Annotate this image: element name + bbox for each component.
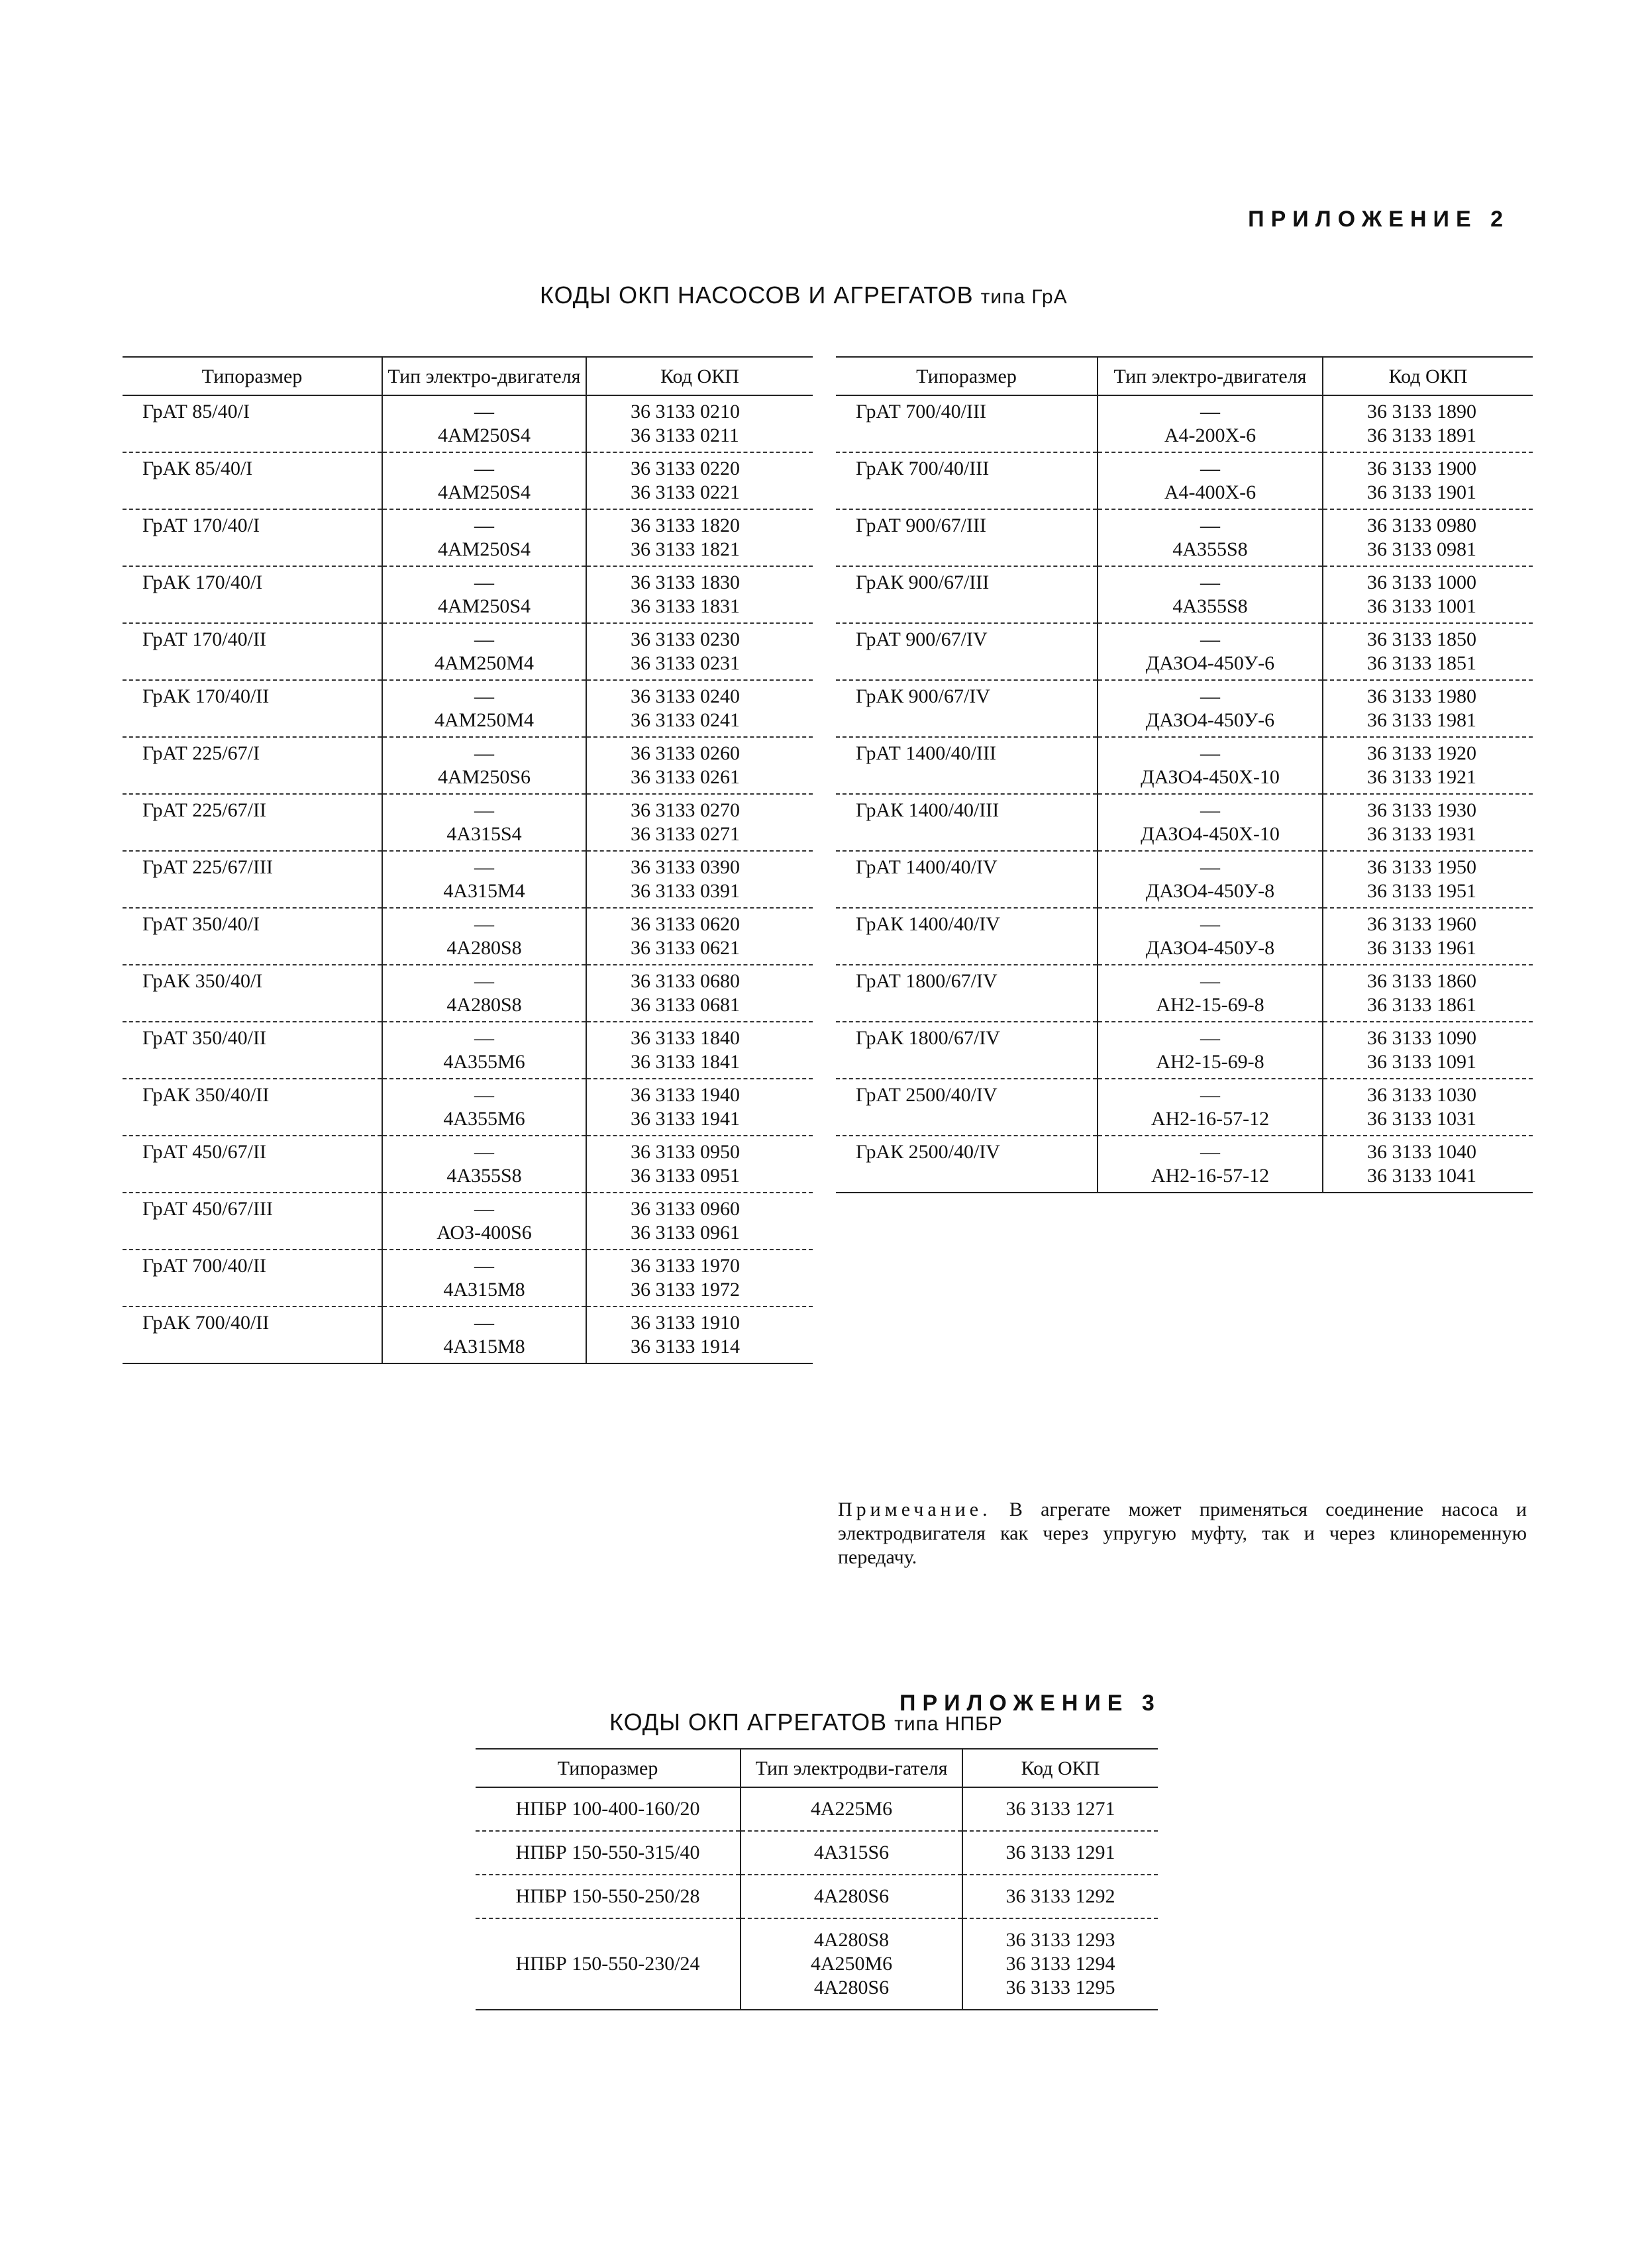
okp-code: 36 3133 1940 [631,1084,740,1106]
dash-mark: — [474,856,494,878]
motor-cell [741,1875,962,1918]
table-row [836,509,1533,566]
code-cell [586,452,813,509]
code-cell [586,965,813,1022]
motor-type: ДАЗО4-450У-6 [1145,652,1275,674]
motor-type: А4-200Х-6 [1164,424,1257,446]
motor-cell [382,851,586,908]
size-cell: ГрАТ 1400/40/III [836,737,1098,794]
motor-type: 4А315М8 [443,1336,525,1357]
code-cell [1323,1079,1533,1136]
okp-table-right [836,356,1533,1193]
dash-mark: — [474,1027,494,1049]
motor-cell [1098,623,1323,680]
okp-code: 36 3133 0391 [631,880,740,902]
code-cell [586,680,813,737]
okp-code: 36 3133 0231 [631,652,740,674]
dash-mark: — [1200,1027,1220,1049]
motor-type: 4АМ250S6 [437,766,531,788]
dash-mark: — [1200,401,1220,422]
table-row [476,1831,1158,1875]
appendix2-note: Примечание. В агрегате может применяться соединение насоса и электродвигателя как через упругую муфту, так и через клиноременную передачу. [838,1499,1527,1568]
okp-code: 36 3133 1960 [1367,913,1476,935]
code-cell [1323,908,1533,965]
table-row [836,1136,1533,1193]
motor-type: 4А315М4 [443,880,525,902]
code-cell [962,1831,1158,1875]
motor-type: 4АМ250М4 [434,652,534,674]
motor-cell [1098,737,1323,794]
okp-code: 36 3133 1941 [631,1108,740,1130]
code-cell [586,908,813,965]
header-motor: Тип электро-двигателя [1098,357,1323,395]
okp-code: 36 3133 1950 [1367,856,1476,878]
motor-cell [382,1136,586,1193]
size-cell: ГрАК 700/40/III [836,452,1098,509]
motor-cell [1098,1136,1323,1193]
motor-cell [382,1079,586,1136]
okp-code: 36 3133 0260 [631,742,740,764]
motor-cell [382,395,586,452]
appendix3-title: КОДЫ ОКП АГРЕГАТОВ типа НПБР [609,1708,1003,1736]
okp-code: 36 3133 0230 [631,628,740,650]
motor-type: 4А355S8 [1172,538,1248,560]
size-cell: ГрАК 170/40/II [123,680,382,737]
motor-cell [382,452,586,509]
table-row [123,965,813,1022]
okp-code: 36 3133 0681 [631,994,740,1016]
okp-table-left [123,356,813,1364]
motor-cell [382,1193,586,1250]
size-cell: ГрАК 350/40/I [123,965,382,1022]
okp-code: 36 3133 0241 [631,709,740,731]
okp-code: 36 3133 1091 [1367,1051,1476,1073]
code-cell [586,737,813,794]
motor-type: ДАЗО4-450Х-10 [1141,766,1280,788]
motor-type: 4АМ250S4 [437,595,531,617]
header-code: Код ОКП [962,1749,1158,1787]
motor-cell [382,509,586,566]
dash-mark: — [1200,685,1220,707]
code-cell [586,851,813,908]
okp-code: 36 3133 1981 [1367,709,1476,731]
size-cell: ГрАТ 900/67/IV [836,623,1098,680]
dash-mark: — [474,685,494,707]
table-row [836,1022,1533,1079]
size-cell: НПБР 100-400-160/20 [476,1787,741,1831]
table-row [836,908,1533,965]
size-cell: ГрАТ 700/40/II [123,1250,382,1307]
motor-type: 4А355М6 [443,1051,525,1073]
size-cell: ГрАТ 1400/40/IV [836,851,1098,908]
motor-cell [382,623,586,680]
motor-cell [1098,851,1323,908]
okp-code: 36 3133 0951 [631,1165,740,1187]
okp-code: 36 3133 0211 [631,424,739,446]
table-row [836,566,1533,623]
code-cell [586,509,813,566]
okp-code: 36 3133 1291 [1005,1842,1115,1863]
code-cell [586,1307,813,1363]
motor-type: АН2-15-69-8 [1156,994,1264,1016]
size-cell: ГрАТ 225/67/III [123,851,382,908]
code-cell [962,1875,1158,1918]
motor-type: 4АМ250М4 [434,709,534,731]
motor-cell [1098,908,1323,965]
motor-cell [382,566,586,623]
dash-mark: — [474,628,494,650]
motor-cell [741,1918,962,2010]
code-cell [1323,1022,1533,1079]
size-cell: ГрАТ 450/67/II [123,1136,382,1193]
okp-code: 36 3133 0961 [631,1222,740,1244]
motor-type: 4А280S8 [813,1929,890,1951]
code-cell [586,566,813,623]
okp-code: 36 3133 1914 [631,1336,740,1357]
table-row [123,1193,813,1250]
okp-code: 36 3133 1030 [1367,1084,1476,1106]
size-cell: НПБР 150-550-250/28 [476,1875,741,1918]
dash-mark: — [1200,856,1220,878]
okp-code: 36 3133 0950 [631,1141,740,1163]
code-cell [1323,737,1533,794]
okp-code: 36 3133 1921 [1367,766,1476,788]
okp-code: 36 3133 0270 [631,799,740,821]
okp-code: 36 3133 1000 [1367,571,1476,593]
motor-type: 4А280S6 [813,1977,890,1998]
motor-type: 4АМ250S4 [437,424,531,446]
table-row [836,680,1533,737]
motor-type: АН2-15-69-8 [1156,1051,1264,1073]
okp-code: 36 3133 1980 [1367,685,1476,707]
okp-code: 36 3133 1031 [1367,1108,1476,1130]
motor-cell [382,1250,586,1307]
okp-code: 36 3133 1900 [1367,458,1476,479]
motor-type: 4А250М6 [810,1953,893,1975]
okp-code: 36 3133 0981 [1367,538,1476,560]
dash-mark: — [474,742,494,764]
motor-type: 4А355S8 [1172,595,1248,617]
table-row [123,1307,813,1363]
table-row [836,1079,1533,1136]
size-cell: ГрАТ 1800/67/IV [836,965,1098,1022]
okp-code: 36 3133 1820 [631,515,740,536]
okp-code: 36 3133 1931 [1367,823,1476,845]
table-row [123,1022,813,1079]
motor-cell [741,1787,962,1831]
table-row [123,908,813,965]
table-row [836,794,1533,851]
motor-type: 4АМ250S4 [437,538,531,560]
size-cell: ГрАТ 2500/40/IV [836,1079,1098,1136]
motor-type: АОЗ-400S6 [436,1222,532,1244]
okp-code: 36 3133 1292 [1005,1885,1115,1907]
header-motor: Тип электро-двигателя [382,357,586,395]
size-cell: ГрАТ 85/40/I [123,395,382,452]
appendix2-label: ПРИЛОЖЕНИЕ 2 [1248,207,1510,232]
okp-code: 36 3133 0240 [631,685,740,707]
okp-code: 36 3133 0210 [631,401,740,422]
motor-type: ДАЗО4-450Х-10 [1141,823,1280,845]
motor-cell [1098,1022,1323,1079]
dash-mark: — [474,515,494,536]
table-row [123,452,813,509]
motor-cell [382,680,586,737]
dash-mark: — [474,970,494,992]
okp-code: 36 3133 0390 [631,856,740,878]
motor-cell [382,737,586,794]
dash-mark: — [474,913,494,935]
dash-mark: — [1200,742,1220,764]
size-cell: ГрАК 1800/67/IV [836,1022,1098,1079]
motor-cell [382,794,586,851]
dash-mark: — [474,1141,494,1163]
motor-type: А4-400Х-6 [1164,481,1257,503]
table-row [123,737,813,794]
okp-code: 36 3133 1910 [631,1312,740,1334]
code-cell [586,1193,813,1250]
table-row [123,1136,813,1193]
okp-code: 36 3133 1041 [1367,1165,1476,1187]
motor-type: ДАЗО4-450У-6 [1145,709,1275,731]
size-cell: НПБР 150-550-315/40 [476,1831,741,1875]
table-row [836,851,1533,908]
okp-code: 36 3133 1821 [631,538,740,560]
okp-code: 36 3133 1840 [631,1027,740,1049]
code-cell [1323,851,1533,908]
dash-mark: — [474,1312,494,1334]
motor-cell [382,908,586,965]
code-cell [1323,794,1533,851]
motor-cell [1098,509,1323,566]
motor-cell [1098,395,1323,452]
motor-cell [382,1022,586,1079]
table-row [476,1875,1158,1918]
header-motor: Тип электродви-гателя [741,1749,962,1787]
motor-cell [1098,1079,1323,1136]
code-cell [586,794,813,851]
motor-type: ДАЗО4-450У-8 [1145,880,1275,902]
size-cell: ГрАК 1400/40/IV [836,908,1098,965]
table-row [836,965,1533,1022]
okp-code: 36 3133 1090 [1367,1027,1476,1049]
okp-code: 36 3133 1851 [1367,652,1476,674]
motor-type: 4АМ250S4 [437,481,531,503]
size-cell: ГрАТ 225/67/I [123,737,382,794]
motor-type: 4А315S6 [813,1842,890,1863]
dash-mark: — [1200,1084,1220,1106]
table-row [123,851,813,908]
motor-type: 4А280S8 [446,994,522,1016]
okp-code: 36 3133 1271 [1005,1798,1115,1820]
okp-code: 36 3133 1961 [1367,937,1476,959]
table-row [123,1250,813,1307]
header-size: Типоразмер [836,357,1098,395]
code-cell [586,1022,813,1079]
table-row [123,680,813,737]
code-cell [586,1250,813,1307]
size-cell: ГрАТ 350/40/I [123,908,382,965]
dash-mark: — [1200,913,1220,935]
okp-code: 36 3133 0980 [1367,515,1476,536]
motor-type: АН2-16-57-12 [1151,1165,1270,1187]
motor-cell [382,1307,586,1363]
motor-cell [1098,452,1323,509]
code-cell [586,623,813,680]
motor-type: 4А280S8 [446,937,522,959]
dash-mark: — [474,1255,494,1277]
okp-code: 36 3133 0680 [631,970,740,992]
okp-code: 36 3133 0221 [631,481,740,503]
dash-mark: — [1200,970,1220,992]
okp-code: 36 3133 1890 [1367,401,1476,422]
table-row [123,509,813,566]
okp-code: 36 3133 1830 [631,571,740,593]
size-cell: ГрАТ 170/40/I [123,509,382,566]
table-row [476,1918,1158,2010]
motor-type: 4А280S6 [813,1885,890,1907]
okp-code: 36 3133 1294 [1005,1953,1115,1975]
appendix3-label: ПРИЛОЖЕНИЕ 3 [899,1691,1161,1716]
okp-code: 36 3133 1891 [1367,424,1476,446]
motor-type: ДАЗО4-450У-8 [1145,937,1275,959]
okp-code: 36 3133 1841 [631,1051,740,1073]
motor-cell [1098,680,1323,737]
size-cell: ГрАК 2500/40/IV [836,1136,1098,1193]
motor-type: 4А315S4 [446,823,522,845]
dash-mark: — [474,401,494,422]
okp-code: 36 3133 1861 [1367,994,1476,1016]
table-row [123,395,813,452]
table-row [476,1787,1158,1831]
okp-code: 36 3133 1293 [1005,1929,1115,1951]
size-cell: ГрАК 900/67/III [836,566,1098,623]
table-row [836,737,1533,794]
size-cell: ГрАК 85/40/I [123,452,382,509]
okp-code: 36 3133 1001 [1367,595,1476,617]
dash-mark: — [1200,1141,1220,1163]
code-cell [1323,566,1533,623]
code-cell [1323,509,1533,566]
motor-type: 4А225М6 [810,1798,893,1820]
size-cell: НПБР 150-550-230/24 [476,1918,741,2010]
okp-code: 36 3133 1850 [1367,628,1476,650]
code-cell [1323,1136,1533,1193]
okp-code: 36 3133 1970 [631,1255,740,1277]
dash-mark: — [474,1084,494,1106]
code-cell [1323,623,1533,680]
dash-mark: — [1200,458,1220,479]
size-cell: ГрАТ 700/40/III [836,395,1098,452]
table-row [123,1079,813,1136]
motor-cell [1098,794,1323,851]
dash-mark: — [1200,515,1220,536]
size-cell: ГрАТ 225/67/II [123,794,382,851]
size-cell: ГрАК 900/67/IV [836,680,1098,737]
okp-code: 36 3133 1040 [1367,1141,1476,1163]
code-cell [1323,680,1533,737]
table-row [836,452,1533,509]
size-cell: ГрАК 1400/40/III [836,794,1098,851]
motor-type: 4А355S8 [446,1165,522,1187]
okp-code: 36 3133 1831 [631,595,740,617]
okp-code: 36 3133 1860 [1367,970,1476,992]
okp-code: 36 3133 1295 [1005,1977,1115,1998]
table-row [836,623,1533,680]
motor-type: АН2-16-57-12 [1151,1108,1270,1130]
table-row [123,794,813,851]
dash-mark: — [1200,571,1220,593]
okp-code: 36 3133 1901 [1367,481,1476,503]
header-code: Код ОКП [586,357,813,395]
motor-type: 4А315М8 [443,1279,525,1301]
dash-mark: — [1200,799,1220,821]
code-cell [1323,395,1533,452]
code-cell [1323,965,1533,1022]
okp-code: 36 3133 0621 [631,937,740,959]
dash-mark: — [474,1198,494,1220]
header-size: Типоразмер [476,1749,741,1787]
code-cell [1323,452,1533,509]
size-cell: ГрАТ 350/40/II [123,1022,382,1079]
code-cell [586,1079,813,1136]
okp-code: 36 3133 0271 [631,823,740,845]
motor-type: 4А355М6 [443,1108,525,1130]
table-row [836,395,1533,452]
header-size: Типоразмер [123,357,382,395]
size-cell: ГрАТ 170/40/II [123,623,382,680]
okp-code: 36 3133 0220 [631,458,740,479]
okp-code: 36 3133 0960 [631,1198,740,1220]
okp-code: 36 3133 0620 [631,913,740,935]
size-cell: ГрАК 700/40/II [123,1307,382,1363]
header-code: Код ОКП [1323,357,1533,395]
dash-mark: — [474,799,494,821]
okp-code: 36 3133 1951 [1367,880,1476,902]
size-cell: ГрАК 170/40/I [123,566,382,623]
dash-mark: — [474,571,494,593]
table-row [123,623,813,680]
table-row [123,566,813,623]
appendix2-title: КОДЫ ОКП НАСОСОВ И АГРЕГАТОВ типа ГрА [540,281,1068,309]
okp-table-npbr [476,1748,1158,2010]
motor-cell [1098,965,1323,1022]
code-cell [962,1918,1158,2010]
code-cell [962,1787,1158,1831]
size-cell: ГрАТ 450/67/III [123,1193,382,1250]
code-cell [586,1136,813,1193]
size-cell: ГрАТ 900/67/III [836,509,1098,566]
okp-code: 36 3133 1972 [631,1279,740,1301]
okp-code: 36 3133 1920 [1367,742,1476,764]
motor-cell [741,1831,962,1875]
motor-cell [1098,566,1323,623]
okp-code: 36 3133 1930 [1367,799,1476,821]
okp-code: 36 3133 0261 [631,766,740,788]
size-cell: ГрАК 350/40/II [123,1079,382,1136]
motor-cell [382,965,586,1022]
code-cell [586,395,813,452]
dash-mark: — [1200,628,1220,650]
dash-mark: — [474,458,494,479]
